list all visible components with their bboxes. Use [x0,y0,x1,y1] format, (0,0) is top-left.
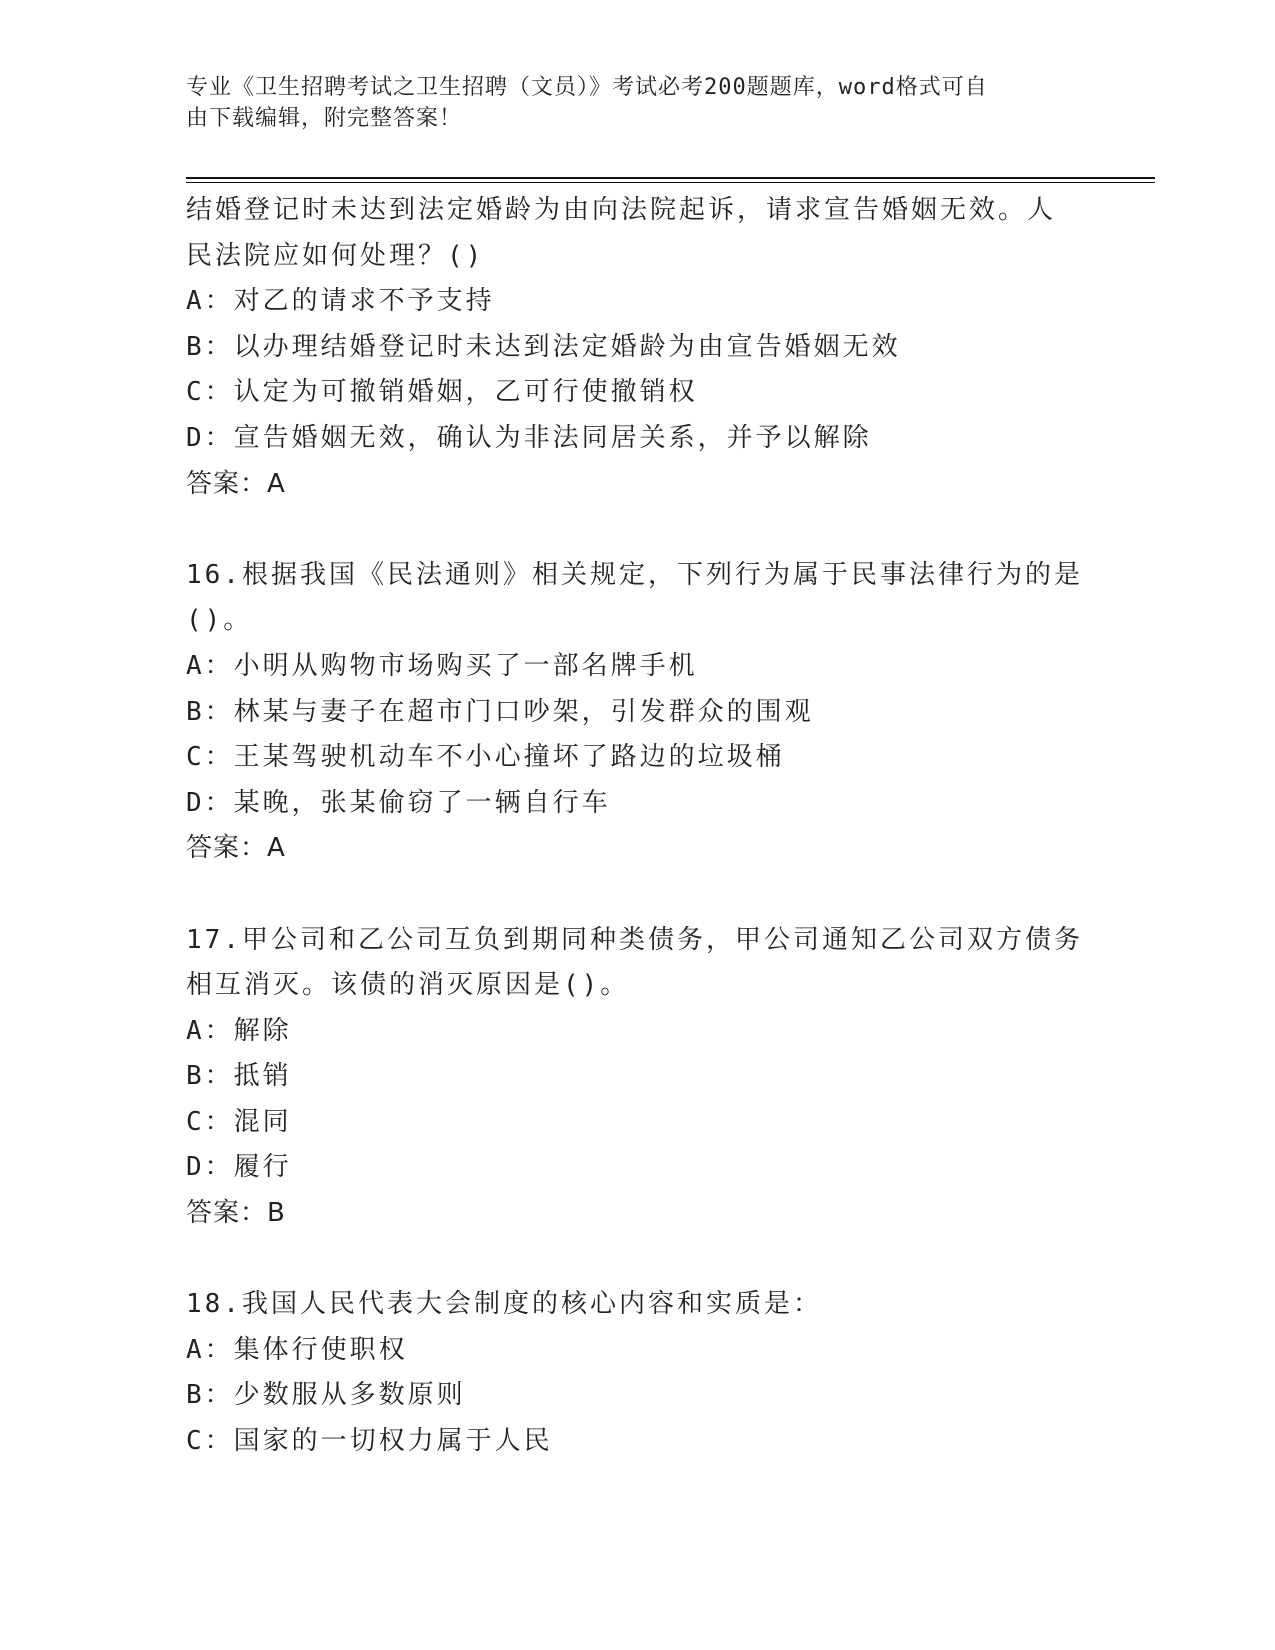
option-a: A：解除 [186,1015,292,1046]
option-c: C：混同 [186,1106,292,1137]
option-d: D：某晚，张某偷窃了一辆自行车 [186,787,611,818]
question-stem-line: 结婚登记时未达到法定婚龄为由向法院起诉，请求宣告婚姻无效。人 [186,195,1057,225]
answer-line: 答案：B [186,1198,286,1229]
answer-line: 答案：A [186,833,286,864]
option-a: A：对乙的请求不予支持 [186,286,495,317]
question-17 [186,918,1086,1237]
answer-line: 答案：A [186,468,286,499]
option-c: C：王某驾驶机动车不小心撞坏了路边的垃圾桶 [186,742,785,773]
question-stem-line: ()。 [186,605,253,636]
option-b: B：抵销 [186,1061,292,1092]
document-header [186,72,1066,134]
question-stem-line: 相互消灭。该债的消灭原因是()。 [186,970,630,1001]
option-d: D：宣告婚姻无效，确认为非法同居关系，并予以解除 [186,422,872,453]
header-line-2: 由下载编辑，附完整答案！ [186,106,463,131]
question-stem-line: 民法院应如何处理？() [186,240,485,271]
spacer [186,872,1086,918]
option-c: C：认定为可撤销婚姻，乙可行使撤销权 [186,377,698,408]
option-b: B：林某与妻子在超市门口吵架，引发群众的围观 [186,696,814,727]
option-a: A：小明从购物市场购买了一部名牌手机 [186,650,698,681]
option-b: B：以办理结婚登记时未达到法定婚龄为由宣告婚姻无效 [186,331,901,362]
question-list [186,188,1086,1465]
option-c: C：国家的一切权力属于人民 [186,1426,553,1457]
option-b: B：少数服从多数原则 [186,1380,466,1411]
question-stem-line: 18.我国人民代表大会制度的核心内容和实质是： [186,1289,822,1320]
header-line-1: 专业《卫生招聘考试之卫生招聘（文员）》考试必考200题题库，word格式可自 [186,75,988,100]
question-18 [186,1282,1086,1464]
question-stem-line: 17.甲公司和乙公司互负到期同种类债务，甲公司通知乙公司双方债务 [186,924,1083,955]
spacer [186,1237,1086,1283]
header-divider-thick [186,177,1155,179]
option-d: D：履行 [186,1152,292,1183]
question-16 [186,553,1086,872]
spacer [186,507,1086,553]
header-divider-thin [186,182,1155,183]
question-stem-line: 16.根据我国《民法通则》相关规定，下列行为属于民事法律行为的是 [186,559,1083,590]
option-a: A：集体行使职权 [186,1334,408,1365]
question-15 [186,188,1086,507]
